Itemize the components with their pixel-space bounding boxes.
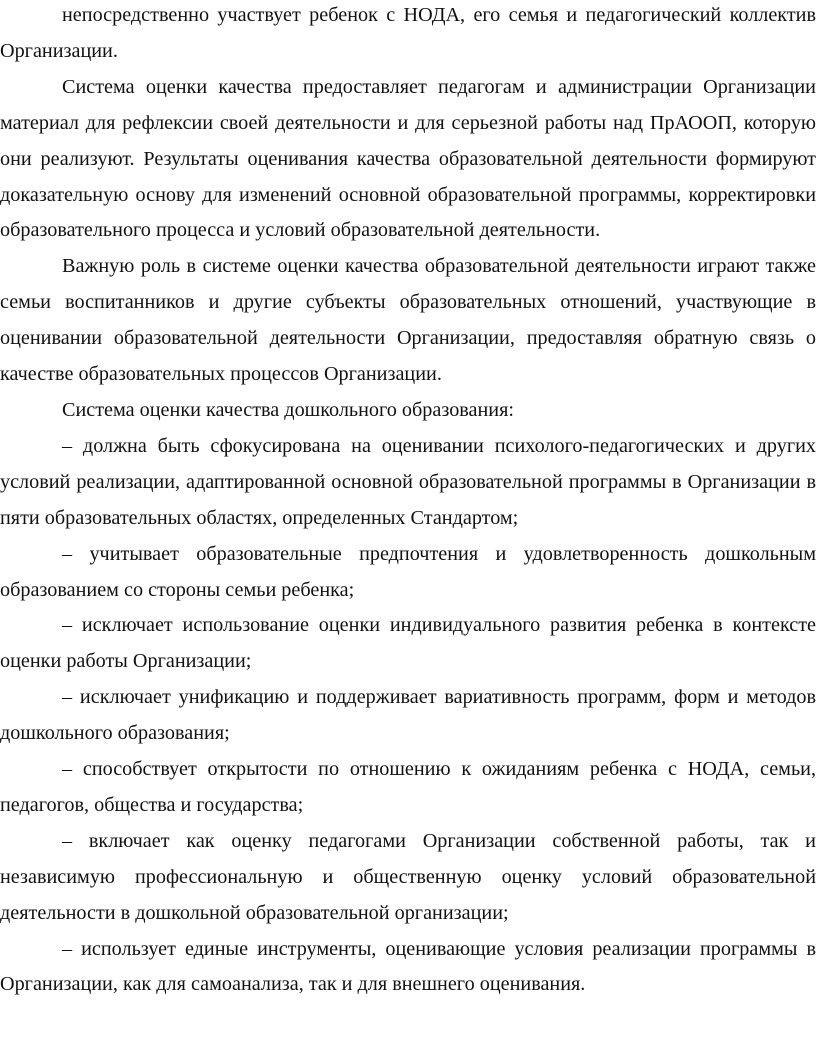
paragraph-list-intro: Система оценки качества дошкольного образования: bbox=[62, 398, 515, 421]
paragraph-families-role: Важную роль в системе оценки качества образовательной деятельности играют также семьи воспитанников и другие субъекты образовательных отношений, участвующие в оценивании образовательной деятельности Организации, предоставляя обратную связь о качестве образовательных процессов Организации. bbox=[0, 255, 816, 386]
list-item-excludes-assessment: – исключает использование оценки индивидуального развития ребенка в контексте оценки работы Организации; bbox=[0, 614, 816, 673]
list-item-preferences: – учитывает образовательные предпочтения и удовлетворенность дошкольным образованием со стороны семьи ребенка; bbox=[0, 542, 816, 601]
list-item-evaluation-types: – включает как оценку педагогами Организации собственной работы, так и независимую профессиональную и общественную оценку условий образовательной деятельности в дошкольной образовательной организации; bbox=[0, 829, 816, 924]
list-item-focus: – должна быть сфокусирована на оценивании психолого-педагогических и других условий реализации, адаптированной основной образовательной программы в Организации в пяти образовательных областях, определенных Стандартом; bbox=[0, 434, 816, 529]
list-item-unified-tools: – использует единые инструменты, оценивающие условия реализации программы в Организации, как для самоанализа, так и для внешнего оценивания. bbox=[0, 937, 816, 996]
list-item-variability: – исключает унификацию и поддерживает вариативность программ, форм и методов дошкольного образования; bbox=[0, 686, 816, 745]
paragraph-continuation: непосредственно участвует ребенок с НОДА, его семья и педагогический коллектив Организации. bbox=[0, 4, 816, 62]
list-item-openness: – способствует открытости по отношению к ожиданиям ребенка с НОДА, семьи, педагогов, общества и государства; bbox=[0, 758, 816, 816]
paragraph-quality-system: Система оценки качества предоставляет педагогам и администрации Организации материал для рефлексии своей деятельности и для серьезной работы над ПрАООП, которую они реализуют. Результаты оценивания качества образовательной деятельности формируют доказательную основу для изменений основной образовательной программы, корректировки образовательного процесса и условий образовательной деятельности. bbox=[0, 75, 816, 242]
